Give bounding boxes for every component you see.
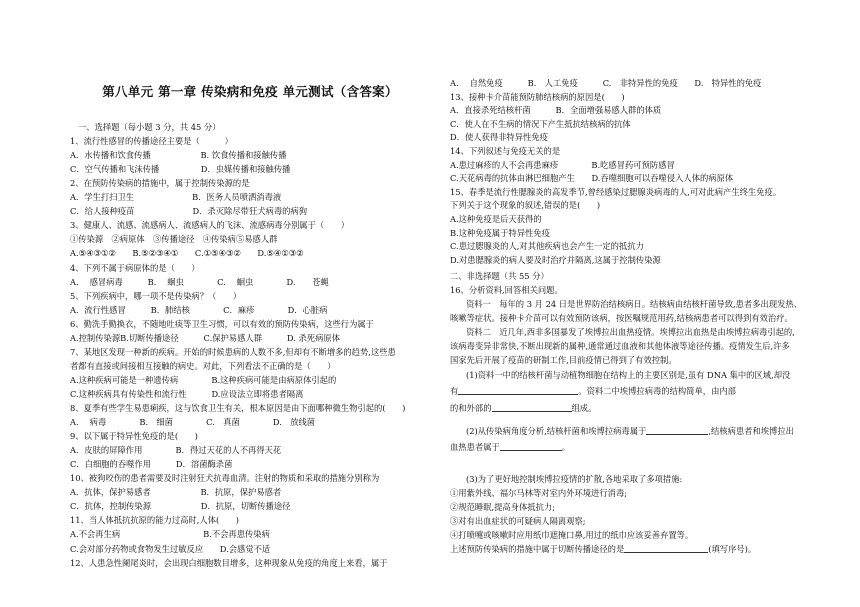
right-line (450, 502, 555, 512)
left-line: C．白细胞的吞噬作用 D．溶菌酶杀菌 (70, 459, 233, 470)
left-line: 一、选择题（每小题 3 分，共 45 分） (78, 122, 221, 132)
right-line (450, 313, 793, 323)
left-line: A. 感冒病毒 B. 蛔虫 C. 蛔虫 D. 苍蝇 (70, 276, 329, 287)
right-line (466, 327, 795, 337)
right-line-text: (2)从传染病角度分析,结核杆菌和埃博拉病毒属于 (466, 426, 647, 436)
left-line: 7、某地区发现一种新的疾病。开始的时候患病的人数不多,但却有不断增多的趋势,这些患 (70, 346, 396, 357)
right-line-text: 该病毒变异非常快,不断出现新的属种,通常通过血液和其他体液等途径传播。疫情发生后,许多 (450, 341, 790, 351)
left-line: C．抗体，控制传染源 D．抗原，切断传播途径 (70, 501, 291, 512)
right-line-text: B.这种免疫属于特异性免疫 (450, 227, 551, 238)
right-line-text: ④打喷嚏或咳嗽时应用纸巾遮掩口鼻,用过的纸巾应该妥善弃置等。 (450, 530, 694, 540)
left-line: ①传染源 ②病原体 ③传播途径 ④传染病⑤易感人群 (70, 234, 278, 245)
right-line-text: 的和外部的 (450, 403, 492, 413)
right-line-text: D．使人获得非特异性免疫 (450, 132, 548, 143)
right-line (450, 132, 548, 142)
right-line (450, 241, 644, 251)
right-line (450, 403, 596, 413)
right-line-text: A．直接杀死结核杆菌 B．全面增强易感人群的体质 (450, 105, 662, 116)
right-line-text: 资料二 近几年,西非多国暴发了埃博拉出血热疫情。埃博拉出血热是由埃博拉病毒引起的, (466, 327, 795, 337)
answer-blank[interactable] (646, 426, 708, 435)
left-line: C．空气传播和飞沫传播 D．虫媒传播和接触传播 (70, 164, 291, 175)
right-line (450, 488, 627, 498)
right-line-text: ③对有出血症状的可疑病人隔离观察; (450, 516, 586, 526)
right-line-text: 咳嗽等症状。接种卡介苗可以有效预防该病，按医嘱规范用药,结核病患者可以得到有效治疗。 (450, 313, 793, 323)
left-line: A.这种疾病可能是一种遗传病 B.这种疾病可能是由病原体引起的 (70, 374, 337, 385)
right-line (450, 228, 550, 238)
right-line-text: ①用紫外线、福尔马林等对室内外环境进行消毒; (450, 488, 628, 498)
left-line: 5、下列疾病中，哪一项不是传染病？（ ） (70, 290, 242, 301)
left-line: 6、勤洗手勤换衣，不随地吐痰等卫生习惯，可以有效的预防传染病，这些行为属于 (70, 318, 374, 329)
right-line (450, 386, 736, 396)
blank-suffix-text: (填写序号)。 (708, 544, 757, 554)
right-line-text: A.患过麻疹的人不会再患麻疹 B.吃感冒药可预防感冒 (450, 159, 675, 170)
right-line (450, 78, 761, 88)
right-line-text: 血热患者属于 (450, 442, 500, 452)
right-line (466, 370, 790, 380)
right-line-text: 上述预防传染病的措施中属于切断传播途径的是 (450, 544, 625, 554)
answer-blank[interactable] (624, 544, 708, 553)
blank-suffix-text: 。 (561, 442, 571, 452)
right-line-text: C．使人在不生病的情况下产生抵抗结核病的抗体 (450, 118, 631, 129)
right-line-text: 15、春季是流行性腮腺炎的高发季节,曾经感染过腮腺炎病毒的人,可对此病产生终生免疫。 (450, 186, 782, 197)
answer-blank[interactable] (492, 403, 572, 412)
right-line-text: 国家先后开展了疫苗的研制工作,目前疫情已得到了有效控制。 (450, 355, 677, 365)
right-line-text: 16、分析资料,回答相关问题。 (450, 285, 563, 295)
right-line-text: ②规范睡眠,提高身体抵抗力; (450, 502, 555, 512)
right-line (450, 285, 563, 295)
left-line: 9、以下属于特异性免疫的是( ) (70, 431, 198, 442)
right-line (450, 271, 549, 281)
left-line: 10、被狗咬伤的患者需要及时注射狂犬抗毒血清。注射的物质和采取的措施分别称为 (70, 473, 380, 484)
right-line (450, 255, 661, 265)
left-line: A．抗体，保护易感者 B．抗原，保护易感者 (70, 487, 282, 498)
right-line-text: (3)为了更好地控制埃博拉疫情的扩散,各地采取了多项措施: (466, 474, 683, 484)
right-line (450, 160, 675, 170)
right-line (450, 119, 631, 129)
right-line-text: 二、非选择题（共 55 分） (450, 271, 549, 281)
right-line (450, 341, 790, 351)
right-line (450, 544, 756, 554)
right-line (450, 105, 661, 115)
left-line: A．学生打扫卫生 B．医务人员喷洒消毒液 (70, 192, 282, 203)
right-line-text: 14、下列叙述与免疫无关的是 (450, 146, 561, 156)
left-line: 1、流行性感冒的传播途径主要是（ ） (70, 136, 233, 147)
left-line: A.控制传染源B.切断传播途径 C.保护易感人群 D. 杀死病原体 (70, 332, 340, 343)
left-line: A.不会再生病 B.不会再患传染病 (70, 529, 270, 540)
right-line-text: C.天花病毒的抗体由淋巴细胞产生 D.吞噬细胞可以吞噬侵入人体的病原体 (450, 173, 734, 184)
right-line-text: A.这种免疫是后天获得的 (450, 214, 542, 224)
left-line: C．给人接种疫苗 D．杀灭除尽带狂犬病毒的病狗 (70, 206, 308, 217)
right-line-text: (1)资料一中的结核杆菌与动植物细胞在结构上的主要区别是,虽有 DNA 集中的区域,却没 (466, 370, 791, 380)
right-line (450, 516, 586, 526)
right-line-text: C.患过腮腺炎的人,对其他疾病也会产生一定的抵抗力 (450, 241, 644, 252)
page-title: 第八单元 第一章 传染病和免疫 单元测试（含答案） (102, 84, 398, 99)
right-line (466, 474, 682, 484)
left-line: A．流行性感冒 B．肺结核 C．麻疹 D．心脏病 (70, 304, 328, 315)
left-line: A.⑤④③①② B.⑤②③④① C.①⑤④③② D.⑤④①③② (70, 248, 304, 259)
left-line: 者都有直接或间接相互接触的病史。对此，下列看法不正确的是（ ） (70, 360, 336, 371)
left-line: A. 病毒 B. 细菌 C. 真菌 D. 放线菌 (70, 417, 316, 428)
right-line-text: 13、接种卡介苗能预防肺结核病的原因是( ) (450, 91, 625, 102)
left-line: C.会对部分药物或食物发生过敏反应 D.会感觉不适 (70, 543, 271, 554)
blank-suffix-text: ,结核病患者和埃博拉出 (708, 426, 794, 436)
right-line-text: 下列关于这个现象的叙述,错误的是( ) (450, 200, 601, 211)
blank-suffix-text: 。资料二中埃博拉病毒的结构简单，由内部 (578, 386, 736, 396)
right-line (450, 146, 560, 156)
left-line: 2、在预防传染病的措施中，属于控制传染源的是 (70, 178, 250, 189)
left-line: 12、人患急性阑尾炎时，会出现白细胞数目增多，这种现象从免疫的角度上来看，属于 (70, 557, 388, 568)
right-line-text: D.对患腮腺炎的病人要及时治疗并隔离,这属于控制传染源 (450, 254, 661, 265)
right-line (450, 530, 693, 540)
right-line-text: A. 自然免疫 B. 人工免疫 C. 非特异性的免疫 D. 特异性的免疫 (450, 78, 762, 88)
right-line (450, 187, 781, 197)
answer-blank[interactable] (500, 442, 562, 451)
left-line: 11、当人体抵抗抗原的能力过高时,人体( ) (70, 515, 240, 526)
right-line (450, 200, 600, 210)
left-line: 3、健康人、流感、流感病人、流感病人的飞沫、流感病毒分别属于（ ） (70, 220, 350, 231)
blank-suffix-text: 组成。 (571, 403, 597, 413)
right-line (466, 426, 794, 436)
right-line-text: 有 (450, 386, 459, 396)
answer-blank[interactable] (458, 386, 578, 395)
left-line: A．皮肤的屏障作用 B．得过天花的人不再得天花 (70, 445, 282, 456)
right-line (450, 92, 625, 102)
right-line (450, 173, 733, 183)
left-line: A．水传播和饮食传播 B. 饮食传播和接触传播 (70, 150, 287, 161)
right-line (450, 442, 570, 452)
right-line (466, 299, 802, 309)
right-line-text: 资料一 每年的 3 月 24 日是世界防治结核病日。结核病由结核杆菌导致,患者多出现发热、 (466, 299, 803, 309)
right-line (450, 355, 677, 365)
left-line: 8、夏季有些学生易患痢疾，这与饮食卫生有关，根本原因是由下面哪种微生物引起的( ) (70, 403, 406, 413)
left-line: C.这种疾病具有传染性和流行性 D.应设法立即将患者隔离 (70, 388, 304, 399)
left-line: 4、下列不属于病原体的是（ ） (70, 262, 200, 273)
right-line (450, 214, 542, 224)
